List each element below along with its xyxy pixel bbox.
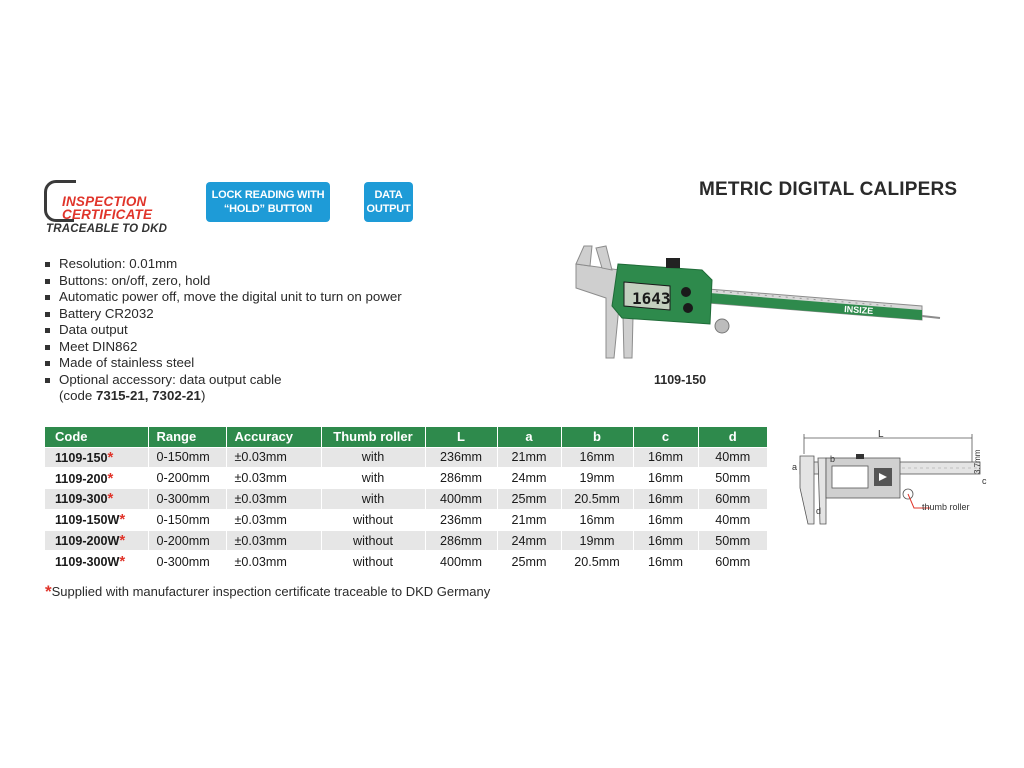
accessory-codes: 7315-21, 7302-21 [95, 388, 201, 403]
data-badge-line1: DATA [374, 189, 403, 201]
feature-item: Buttons: on/off, zero, hold [45, 273, 402, 290]
label-thickness: 3.7mm [973, 449, 982, 474]
feature-item: Battery CR2032 [45, 306, 402, 323]
footnote-marker: * [45, 582, 52, 601]
accessory-code-note [45, 388, 402, 405]
cell-range: 0-150mm [148, 447, 226, 468]
certificate-marker: * [107, 448, 114, 466]
certificate-marker: * [119, 511, 126, 529]
cell-thumb-roller: without [321, 551, 425, 572]
certificate-marker: * [107, 490, 114, 508]
product-image-caption: 1109-150 [654, 373, 707, 387]
features-list [45, 256, 402, 405]
cell-thumb-roller: with [321, 468, 425, 489]
cell-L: 286mm [425, 468, 497, 489]
cell-code [45, 530, 148, 551]
cell-code [45, 447, 148, 468]
lock-badge-line1: LOCK READING WITH [211, 189, 325, 201]
accessory-code-prefix: (code [59, 388, 96, 403]
cell-a: 25mm [497, 489, 561, 510]
header-c: c [633, 427, 698, 447]
cell-a: 21mm [497, 509, 561, 530]
table-row [45, 447, 767, 468]
label-b: b [830, 454, 836, 464]
cell-c: 16mm [633, 551, 698, 572]
header-a: a [497, 427, 561, 447]
table-row [45, 468, 767, 489]
cell-d: 50mm [698, 530, 767, 551]
cell-code [45, 489, 148, 510]
table-row [45, 509, 767, 530]
cell-accuracy: ±0.03mm [226, 468, 321, 489]
code-value: 1109-300W [55, 555, 120, 570]
feature-item: Optional accessory: data output cable [45, 372, 402, 389]
header-code: Code [45, 427, 148, 447]
code-value: 1109-200W [55, 534, 120, 549]
cell-a: 24mm [497, 530, 561, 551]
cell-code [45, 468, 148, 489]
cell-a: 21mm [497, 447, 561, 468]
cell-thumb-roller: with [321, 489, 425, 510]
header-thumb-roller: Thumb roller [321, 427, 425, 447]
code-value: 1109-200 [55, 471, 108, 486]
digital-caliper-image [562, 240, 942, 360]
cell-d: 60mm [698, 489, 767, 510]
cell-c: 16mm [633, 489, 698, 510]
cell-L: 400mm [425, 551, 497, 572]
accessory-code-suffix: ) [200, 388, 206, 403]
code-value: 1109-300 [55, 492, 108, 507]
certificate-marker: * [119, 532, 126, 550]
feature-item: Made of stainless steel [45, 355, 402, 372]
cell-accuracy: ±0.03mm [226, 447, 321, 468]
lcd-reading: 1643 [632, 289, 671, 308]
label-thumb-roller: thumb roller [922, 502, 970, 512]
dimension-diagram [790, 428, 990, 528]
cell-thumb-roller: without [321, 509, 425, 530]
cell-range: 0-150mm [148, 509, 226, 530]
specification-table [45, 427, 767, 572]
cell-b: 20.5mm [561, 551, 633, 572]
cell-b: 20.5mm [561, 489, 633, 510]
certificate-label-line1: INSPECTION [62, 194, 147, 209]
cell-b: 16mm [561, 447, 633, 468]
cell-a: 25mm [497, 551, 561, 572]
cell-d: 50mm [698, 468, 767, 489]
label-a: a [792, 462, 798, 472]
certificate-bracket-cap [58, 180, 76, 183]
feature-item: Resolution: 0.01mm [45, 256, 402, 273]
footnote-text: Supplied with manufacturer inspection certificate traceable to DKD Germany [51, 584, 491, 599]
feature-item: Meet DIN862 [45, 339, 402, 356]
cell-code [45, 551, 148, 572]
cell-d: 40mm [698, 447, 767, 468]
cell-range: 0-200mm [148, 468, 226, 489]
cell-accuracy: ±0.03mm [226, 551, 321, 572]
footnote [45, 582, 490, 602]
brand-label: INSIZE [843, 304, 874, 317]
header-range: Range [148, 427, 226, 447]
cell-d: 40mm [698, 509, 767, 530]
cell-L: 400mm [425, 489, 497, 510]
page-title: METRIC DIGITAL CALIPERS [699, 179, 958, 200]
table-header-row [45, 427, 767, 447]
cell-accuracy: ±0.03mm [226, 509, 321, 530]
label-L: L [878, 429, 884, 440]
lock-badge-line2: “HOLD” BUTTON [223, 203, 313, 215]
code-value: 1109-150 [55, 450, 108, 465]
cell-code [45, 509, 148, 530]
cell-c: 16mm [633, 468, 698, 489]
data-output-badge [364, 182, 413, 222]
data-badge-line2: OUTPUT [366, 203, 411, 215]
feature-item: Data output [45, 322, 402, 339]
table-row [45, 489, 767, 510]
lock-reading-hold-badge [206, 182, 330, 222]
certificate-traceable-label: TRACEABLE TO DKD [46, 223, 168, 235]
certificate-marker: * [107, 469, 114, 487]
cell-range: 0-300mm [148, 489, 226, 510]
cell-accuracy: ±0.03mm [226, 489, 321, 510]
label-c: c [982, 476, 987, 486]
cell-thumb-roller: without [321, 530, 425, 551]
certificate-label-line2: CERTIFICATE [62, 207, 153, 222]
cell-c: 16mm [633, 509, 698, 530]
table-row [45, 551, 767, 572]
cell-b: 19mm [561, 530, 633, 551]
header-L: L [425, 427, 497, 447]
cell-range: 0-300mm [148, 551, 226, 572]
cell-thumb-roller: with [321, 447, 425, 468]
cell-L: 236mm [425, 447, 497, 468]
label-d: d [816, 506, 822, 516]
header-b: b [561, 427, 633, 447]
certificate-marker: * [119, 553, 126, 571]
cell-L: 286mm [425, 530, 497, 551]
cell-b: 19mm [561, 468, 633, 489]
feature-item: Automatic power off, move the digital unit to turn on power [45, 289, 402, 306]
cell-range: 0-200mm [148, 530, 226, 551]
table-row [45, 530, 767, 551]
inspection-certificate-badge [44, 180, 184, 238]
cell-c: 16mm [633, 447, 698, 468]
header-d: d [698, 427, 767, 447]
cell-c: 16mm [633, 530, 698, 551]
cell-L: 236mm [425, 509, 497, 530]
cell-b: 16mm [561, 509, 633, 530]
cell-d: 60mm [698, 551, 767, 572]
header-accuracy: Accuracy [226, 427, 321, 447]
code-value: 1109-150W [55, 513, 120, 528]
cell-a: 24mm [497, 468, 561, 489]
cell-accuracy: ±0.03mm [226, 530, 321, 551]
